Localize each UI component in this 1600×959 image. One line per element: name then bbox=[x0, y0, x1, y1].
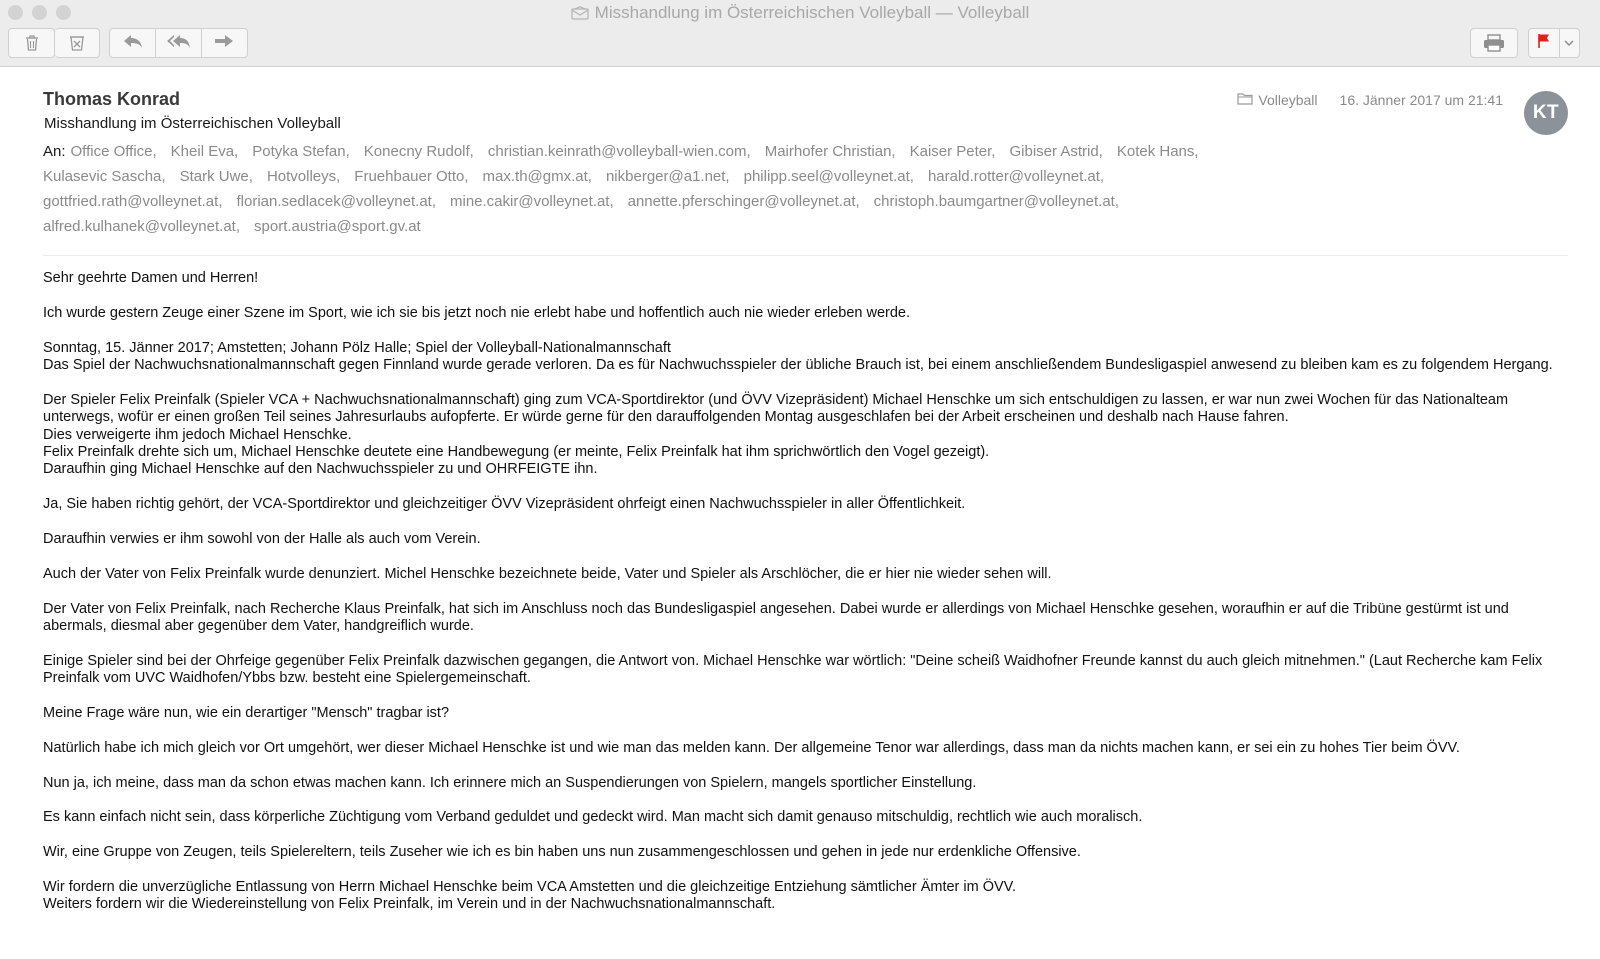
recipient[interactable]: mine.cakir@volleynet.at, bbox=[450, 193, 614, 210]
body-line: Dies verweigerte ihm jedoch Michael Henschke. bbox=[43, 426, 352, 443]
body-paragraph: Nun ja, ich meine, dass man da schon etwas machen kann. Ich erinnere mich an Suspendierungen von Spielern, mangels sportlicher Einstellung. bbox=[43, 774, 977, 791]
forward-icon bbox=[213, 33, 235, 54]
message-date: 16. Jänner 2017 um 21:41 bbox=[1339, 92, 1503, 108]
body-paragraph: Einige Spieler sind bei der Ohrfeige gegenüber Felix Preinfalk dazwischen gegangen, die Antwort von. Michael Henschke war wörtlich: "Deine scheiß Waidhofner Freunde kannst du auch gleich mitnehmen." (Laut Recherche kam Felix Preinfalk vom UVC Waidhofen/Ybbs bzw. besteht eine Spielergemeinschaft. bbox=[43, 652, 1543, 687]
reply-all-button[interactable] bbox=[155, 29, 200, 57]
to-label: An: bbox=[43, 143, 66, 160]
recipient[interactable]: Gibiser Astrid, bbox=[1009, 143, 1103, 160]
body-line: Wir fordern die unverzügliche Entlassung von Herrn Michael Henschke beim VCA Amstetten und die gleichzeitige Entziehung sämtlicher Ämter im ÖVV. bbox=[43, 879, 1017, 895]
mailbox-name: Volleyball bbox=[1258, 92, 1318, 108]
print-button[interactable] bbox=[1470, 28, 1518, 58]
message-header bbox=[0, 67, 1600, 267]
recipient[interactable]: nikberger@a1.net, bbox=[605, 168, 730, 185]
junk-button[interactable] bbox=[55, 28, 100, 58]
body-paragraph bbox=[43, 392, 1573, 479]
reply-button[interactable] bbox=[110, 29, 155, 57]
recipient[interactable]: Kaiser Peter, bbox=[909, 143, 996, 160]
folder-icon bbox=[1237, 92, 1258, 108]
recipient[interactable]: Kheil Eva, bbox=[170, 143, 239, 160]
forward-button[interactable] bbox=[201, 29, 247, 57]
recipient[interactable]: Kulasevic Sascha, bbox=[43, 168, 166, 185]
recipients-list bbox=[43, 139, 1353, 239]
flag-menu-button[interactable] bbox=[1559, 29, 1579, 57]
body-paragraph: Meine Frage wäre nun, wie ein derartiger "Mensch" tragbar ist? bbox=[43, 705, 450, 722]
recipient[interactable]: Kotek Hans, bbox=[1116, 143, 1199, 160]
recipient[interactable]: Fruehbauer Otto, bbox=[354, 168, 469, 185]
envelope-icon bbox=[571, 4, 589, 26]
reply-all-icon bbox=[166, 33, 192, 54]
body-line: Felix Preinfalk drehte sich um, Michael Henschke deutete eine Handbewegung (er meinte, Felix Preinfalk hat ihm sprichwörtlich den Vogel gezeigt). bbox=[43, 444, 990, 461]
body-paragraph: Es kann einfach nicht sein, dass körperliche Züchtigung vom Verband geduldet und gedeckt wird. Man macht sich damit genauso mitschuldig, rechtlich wie auch moralisch. bbox=[43, 809, 1143, 826]
recipient[interactable]: Mairhofer Christian, bbox=[764, 143, 896, 160]
title-bar bbox=[0, 0, 1600, 67]
body-line: Daraufhin ging Michael Henschke auf den Nachwuchsspieler zu und OHRFEIGTE ihn. bbox=[43, 461, 598, 478]
recipient[interactable]: Konecny Rudolf, bbox=[363, 143, 474, 160]
body-paragraph: Natürlich habe ich mich gleich vor Ort umgehört, wer dieser Michael Henschke ist und wie man das melden kann. Der allgemeine Tenor war allerdings, dass man da nichts machen kann, er sei ein zu hohes Tier beim ÖVV. bbox=[43, 739, 1460, 756]
chevron-down-icon bbox=[1564, 34, 1574, 52]
body-line: Sonntag, 15. Jänner 2017; Amstetten; Johann Pölz Halle; Spiel der Volleyball-Nationalmannschaft bbox=[43, 339, 671, 356]
recipient[interactable]: max.th@gmx.at, bbox=[482, 168, 592, 185]
body-paragraph bbox=[43, 879, 1573, 914]
body-paragraph: Daraufhin verwies er ihm sowohl von der Halle als auch vom Verein. bbox=[43, 531, 481, 548]
recipient[interactable]: christoph.baumgartner@volleynet.at, bbox=[873, 193, 1120, 210]
printer-icon bbox=[1483, 34, 1505, 52]
body-line: Weiters fordern wir die Wiedereinstellung von Felix Preinfalk, im Verein und in der Nachwuchsnationalmannschaft. bbox=[43, 896, 776, 913]
body-paragraph bbox=[43, 340, 1573, 375]
body-paragraph: Ich wurde gestern Zeuge einer Szene im Sport, wie ich sie bis jetzt noch nie erlebt habe und hoffentlich auch nie wieder erleben werde. bbox=[43, 304, 911, 321]
body-paragraph: Auch der Vater von Felix Preinfalk wurde denunziert. Michel Henschke bezeichnete beide, Vater und Spieler als Arschlöcher, die er hier nie wieder sehen will. bbox=[43, 565, 1052, 582]
recipient[interactable]: florian.sedlacek@volleynet.at, bbox=[236, 193, 436, 210]
recipient[interactable]: Stark Uwe, bbox=[179, 168, 253, 185]
sender-avatar: KT bbox=[1524, 91, 1568, 135]
window-title: Misshandlung im Österreichischen Volleyball — Volleyball bbox=[594, 3, 1030, 22]
body-paragraph: Wir, eine Gruppe von Zeugen, teils Spielereltern, teils Zuseher wie ich es bin haben uns nun zusammengeschlossen und gehen in jede nur erdenkliche Offensive. bbox=[43, 844, 1081, 861]
body-line: Der Spieler Felix Preinfalk (Spieler VCA + Nachwuchsnationalmannschaft) ging zum VCA-Sportdirektor (und ÖVV Vizepräsident) Michael Henschke um sich entschuldigen zu lassen, er war nun zwei Wochen für das Nationalteam unterwegs, wofür er einen großen Teil seines Jahresurlaubs aufopferte. Er würde gerne für den darauffolgenden Montag ausgeschlafen bei der Arbeit erscheinen und deshalb nach Hause fahren. bbox=[43, 391, 1509, 426]
body-paragraph: Ja, Sie haben richtig gehört, der VCA-Sportdirektor und gleichzeitiger ÖVV Vizepräsident ohrfeigt einen Nachwuchsspieler in aller Öffentlichkeit. bbox=[43, 496, 966, 513]
recipient[interactable]: annette.pferschinger@volleynet.at, bbox=[627, 193, 860, 210]
header-divider bbox=[43, 255, 1568, 256]
red-flag-icon bbox=[1537, 33, 1551, 54]
recipient[interactable]: sport.austria@sport.gv.at bbox=[254, 218, 421, 235]
recipient[interactable]: Office Office, bbox=[70, 143, 157, 160]
recipient[interactable]: christian.keinrath@volleyball-wien.com, bbox=[487, 143, 751, 160]
recipient[interactable]: alfred.kulhanek@volleynet.at, bbox=[43, 218, 241, 235]
message-meta bbox=[1237, 92, 1503, 108]
flag-button[interactable] bbox=[1529, 29, 1559, 57]
reply-button-group bbox=[109, 28, 248, 58]
body-line: Das Spiel der Nachwuchsnationalmannschaft gegen Finnland wurde gerade verloren. Da es für Nachwuchsspieler der übliche Brauch ist, bei einem anschließendem Bundesligaspiel anwesend zu bleiben kam es zu folgendem Hergang. bbox=[43, 357, 1553, 373]
sender-name[interactable]: Thomas Konrad bbox=[43, 89, 181, 109]
recipient[interactable]: gottfried.rath@volleynet.at, bbox=[43, 193, 223, 210]
reply-icon bbox=[122, 33, 144, 54]
junk-icon bbox=[68, 34, 86, 52]
message-body bbox=[43, 270, 1573, 931]
message-subject: Misshandlung im Österreichischen Volleyball bbox=[44, 115, 341, 132]
body-paragraph: Der Vater von Felix Preinfalk, nach Recherche Klaus Preinfalk, hat sich im Anschluss noch das Bundesligaspiel angesehen. Dabei wurde er allerdings von Michael Henschke gesehen, woraufhin er auf die Tribüne gestürmt ist und abermals, diesmal aber gegenüber dem Vater, handgreiflich wurde. bbox=[43, 600, 1509, 635]
delete-button[interactable] bbox=[8, 28, 55, 58]
trash-icon bbox=[24, 34, 40, 52]
flag-button-group bbox=[1528, 28, 1580, 58]
mailbox-label[interactable] bbox=[1237, 92, 1317, 108]
recipient[interactable]: harald.rotter@volleynet.at, bbox=[927, 168, 1105, 185]
body-paragraph: Sehr geehrte Damen und Herren! bbox=[43, 270, 259, 286]
recipient[interactable]: philipp.seel@volleynet.at, bbox=[743, 168, 914, 185]
recipient[interactable]: Potyka Stefan, bbox=[252, 143, 350, 160]
window-title-area bbox=[0, 2, 1600, 26]
recipient[interactable]: Hotvolleys, bbox=[266, 168, 341, 185]
